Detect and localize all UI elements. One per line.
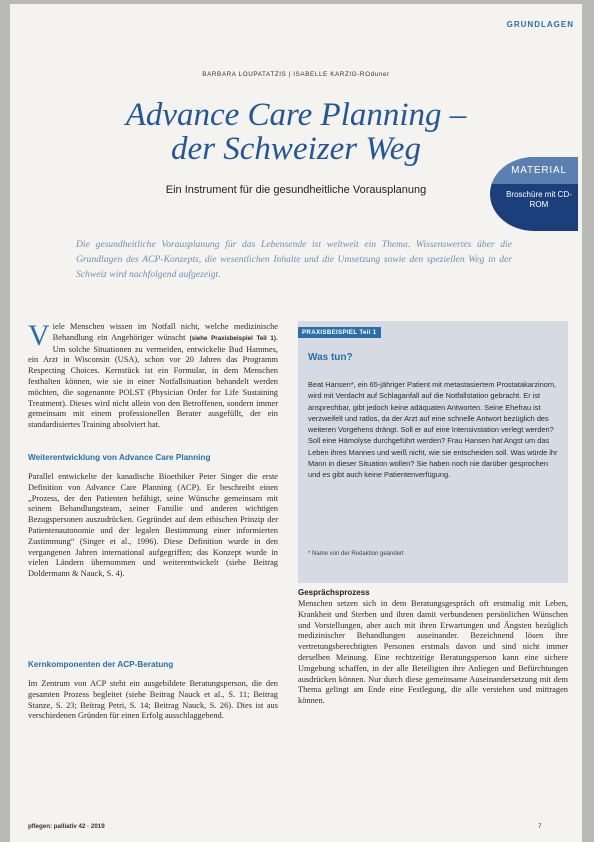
material-badge-label: MATERIAL [490, 157, 578, 184]
intro-paragraph [28, 319, 279, 431]
practice-example-credit: * Name von der Redaktion geändert [308, 551, 404, 557]
magazine-page [10, 4, 582, 842]
section-conversation [298, 588, 568, 707]
practice-example-box [298, 321, 568, 583]
journal-footer: pflegen: palliativ 42 · 2019 [28, 823, 105, 830]
section-conversation-text: Menschen setzen sich in dem Beratungsgespräch oft erstmalig mit Leben, Krankheit und Sterben und ihren damit verbundenen persönlichen Wünschen und Vorstellungen, aber auch mit ihren Erwartungen und Ängsten bezüglich medizinischer Behandlungen auseinander. Bezeichnend lösen ihre vertretungsberechtigten Personen erstmals davon und sind nicht immer derselben Meinung. Eine rechtzeitige Beratungsperson kann eine sichere Umgebung schaffen, in der alle Beteiligten ihre Anliegen und Befürchtungen ausdrücken können. Nur durch diese gemeinsame Auseinandersetzung mit dem Thema gelingt am Ende eine Festlegung, die alle verstehen und mittragen können. [298, 599, 568, 706]
section-core-heading: Kernkomponenten der ACP-Beratung [28, 660, 174, 669]
article-lead: Die gesundheitliche Vorausplanung für das Lebensende ist weltweit ein Thema. Wissenswertes über die Grundlagen des ACP-Konzepts, die wesentlichen Inhalte und die Umsetzung sowie den speziellen Weg in der Schweiz wird nachfolgend aufgezeigt. [76, 239, 512, 280]
title-line-1: Advance Care Planning – [125, 97, 467, 133]
title-line-2: der Schweizer Weg [171, 131, 421, 167]
section-development-heading: Weiterentwicklung von Advance Care Planning [28, 453, 211, 462]
material-badge-text: Broschüre mit CD-ROM [506, 190, 572, 209]
practice-example-tag: PRAXISBEISPIEL Teil 1 [298, 327, 381, 338]
intro-reference: (siehe Praxisbeispiel Teil 1) [189, 334, 276, 342]
section-core-components [28, 660, 278, 722]
article-subtitle: Ein Instrument für die gesundheitliche Vorausplanung [165, 184, 427, 196]
section-conversation-heading: Gesprächsprozess [298, 588, 370, 597]
section-development [28, 453, 278, 580]
page-number: 7 [538, 823, 542, 830]
material-badge [490, 157, 578, 231]
intro-text-2: . Um solche Situationen zu vermeiden, entwickelte Bud Hammes, ein Arzt in Wisconsin (USA), schon vor 20 Jahren das Programm Respecting Choices. Kernstück ist ein Formular, in dem Menschen festhalten können, wie sie in einer Notfallsituation behandelt werden möchten, die sogenannte POLST (Physician Order for Life Sustaining Treatment). Dieses wird nicht allein von den Betroffenen, sondern immer gemeinsam mit einem professionellen Berater ausgefüllt, der ein standardisiertes Training absolviert hat. [28, 332, 279, 430]
section-label: GRUNDLAGEN [506, 20, 574, 29]
drop-cap: V [28, 319, 50, 352]
article-title [10, 98, 582, 166]
author-byline: BARBARA LOUPATATZIS | ISABELLE KARZIG-ROduner [202, 71, 390, 78]
practice-example-title: Was tun? [308, 352, 353, 363]
section-development-text: Parallel entwickelte der kanadische Bioethiker Peter Singer die erste Definition von Advance Care Planning (ACP). Er beschreibt einen „Prozess, der den Patienten befähigt, seine Wünsche gemeinsam mit seinem Behandlungsteam, seiner Familie und anderen wichtigen Bezugspersonen auszudrücken. Gegründet auf dem ethischen Prinzip der Patientenautonomie und der legalen Bestimmung einer informierten Zustimmung“ (Singer et al., 1996). Diese Definition wurde in den vergangenen Jahren international aufgegriffen; das Konzept wurde in vielen Ländern übernommen und weiterentwickelt (siehe Beitrag Doldermann & Nauck, S. 4). [28, 472, 278, 579]
practice-example-text: Beat Hansen*, ein 65-jähriger Patient mit metastasiertem Prostatakarzinom, wird mit Verdacht auf Schlaganfall auf die Notfallstation gebracht. Er ist ansprechbar, gibt jedoch keine adäquaten Antworten. Seine Ehefrau ist verzweifelt und ratlos, da der Arzt auf eine schnelle Antwort bezüglich des weiteren Vorgehens drängt. Soll er auf eine Intensivstation verlegt werden? Soll eine Hämolyse durchgeführt werden? Frau Hansen hat Angst um das Leben ihres Mannes und weiß nicht, wie sie entscheiden soll. Was würde ihr Mann in dieser Situation wollen? Sie haben noch nie darüber gesprochen und es gibt auch keine Patientenverfügung. [308, 380, 558, 480]
intro-text-1: iele Menschen wissen im Notfall nicht, welche medizinische Behandlung ein Angehöriger wünscht [52, 322, 278, 342]
section-core-text: Im Zentrum von ACP steht ein ausgebildete Beratungsperson, die den gesamten Prozess begleitet (siehe Beitrag Nauck et al., S. 11; Beitrag Stanze, S. 23; Beitrag Petri, S. 14; Beitrag Nauck, S. 26). Dies ist aus verschiedenen Gründen für einen Erfolg ausschlaggebend. [28, 679, 278, 721]
